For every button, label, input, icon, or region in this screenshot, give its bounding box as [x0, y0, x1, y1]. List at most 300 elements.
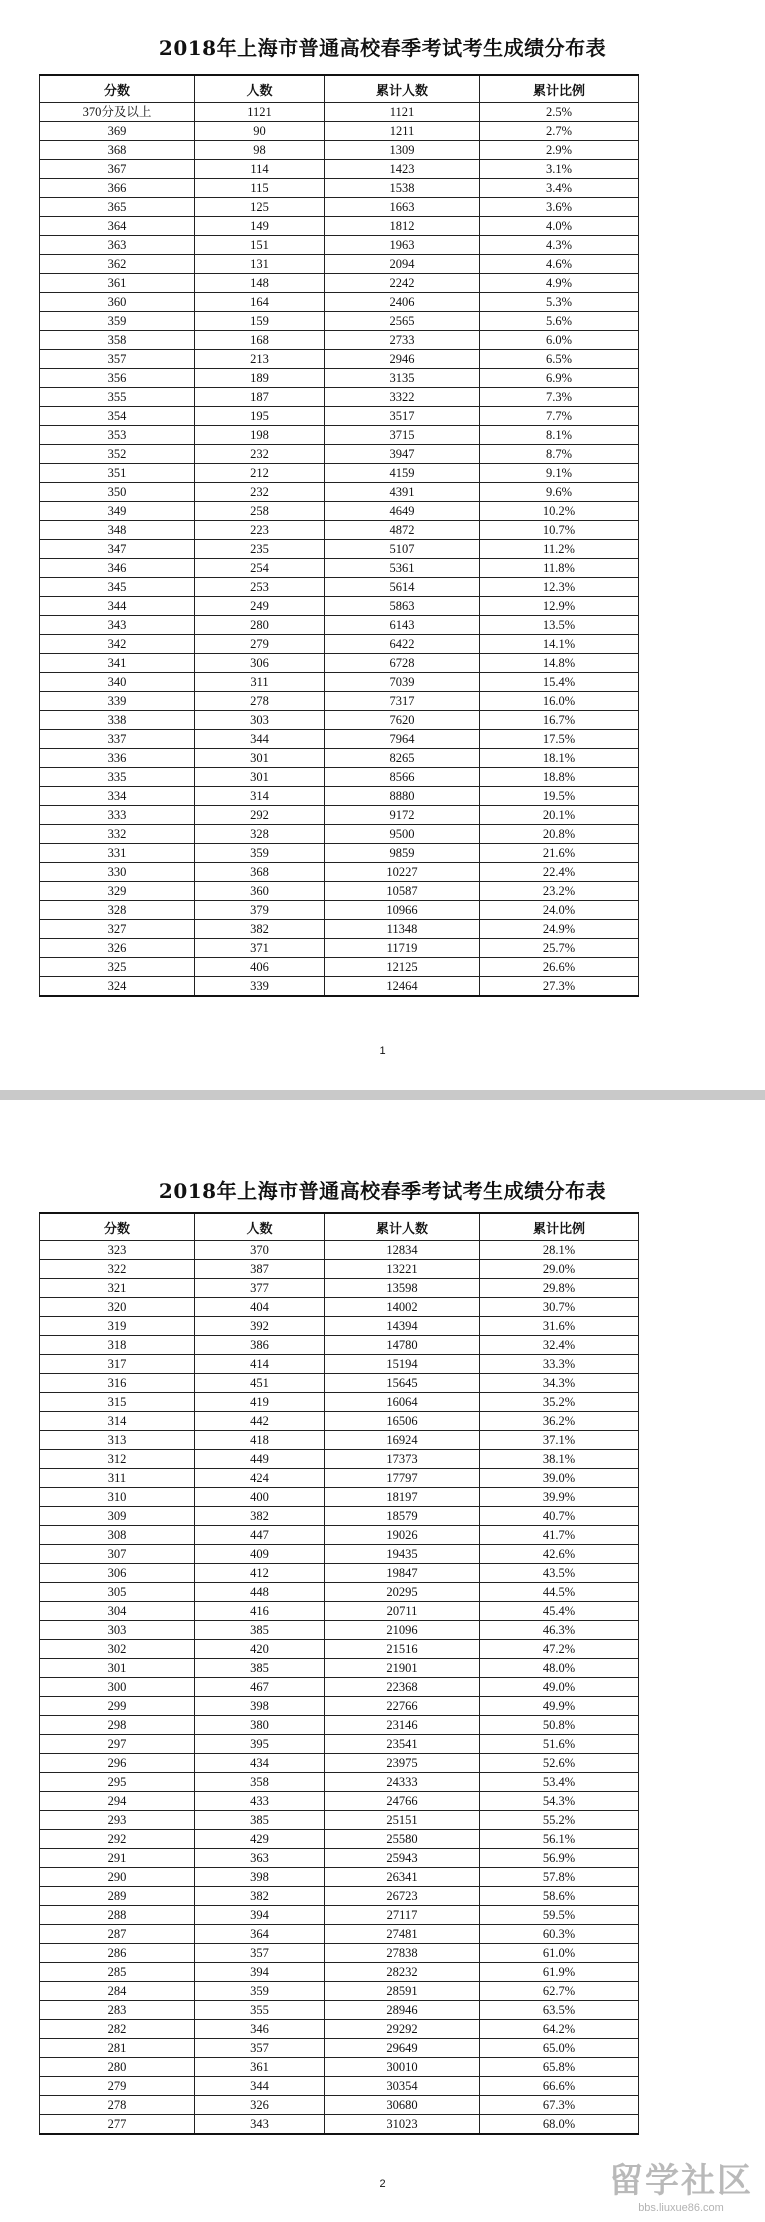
- cell-count: 414: [195, 1355, 325, 1374]
- cell-count: 416: [195, 1602, 325, 1621]
- cell-cumulative-percent: 24.0%: [480, 901, 639, 920]
- cell-cumulative-count: 21901: [325, 1659, 480, 1678]
- table-row: [40, 1241, 639, 1260]
- cell-cumulative-count: 23975: [325, 1754, 480, 1773]
- cell-cumulative-percent: 51.6%: [480, 1735, 639, 1754]
- table-row: [40, 122, 639, 141]
- cell-count: 114: [195, 160, 325, 179]
- cell-cumulative-percent: 6.0%: [480, 331, 639, 350]
- cell-cumulative-percent: 62.7%: [480, 1982, 639, 2001]
- table-row: [40, 1374, 639, 1393]
- table-row: [40, 160, 639, 179]
- table-row: [40, 1868, 639, 1887]
- cell-cumulative-count: 19847: [325, 1564, 480, 1583]
- cell-score: 308: [40, 1526, 195, 1545]
- cell-count: 253: [195, 578, 325, 597]
- cell-cumulative-count: 9500: [325, 825, 480, 844]
- table-row: [40, 806, 639, 825]
- table-row: [40, 1982, 639, 2001]
- cell-count: 433: [195, 1792, 325, 1811]
- table-row: [40, 198, 639, 217]
- table-row: [40, 1583, 639, 1602]
- cell-cumulative-percent: 65.8%: [480, 2058, 639, 2077]
- cell-count: 382: [195, 1887, 325, 1906]
- cell-cumulative-count: 2565: [325, 312, 480, 331]
- table-row: [40, 692, 639, 711]
- table-row: [40, 2001, 639, 2020]
- cell-cumulative-count: 17373: [325, 1450, 480, 1469]
- cell-score: 307: [40, 1545, 195, 1564]
- cell-cumulative-percent: 50.8%: [480, 1716, 639, 1735]
- cell-cumulative-percent: 2.7%: [480, 122, 639, 141]
- cell-cumulative-count: 25151: [325, 1811, 480, 1830]
- cell-score: 329: [40, 882, 195, 901]
- cell-cumulative-percent: 18.1%: [480, 749, 639, 768]
- cell-score: 310: [40, 1488, 195, 1507]
- cell-cumulative-count: 12125: [325, 958, 480, 977]
- cell-cumulative-percent: 28.1%: [480, 1241, 639, 1260]
- cell-count: 98: [195, 141, 325, 160]
- table-row: [40, 1412, 639, 1431]
- cell-score: 332: [40, 825, 195, 844]
- table-row: [40, 730, 639, 749]
- cell-count: 301: [195, 749, 325, 768]
- cell-score: 336: [40, 749, 195, 768]
- cell-cumulative-percent: 57.8%: [480, 1868, 639, 1887]
- table-row: [40, 540, 639, 559]
- cell-count: 451: [195, 1374, 325, 1393]
- cell-score: 297: [40, 1735, 195, 1754]
- table-row: [40, 939, 639, 958]
- cell-count: 189: [195, 369, 325, 388]
- cell-cumulative-count: 6728: [325, 654, 480, 673]
- cell-score: 306: [40, 1564, 195, 1583]
- cell-count: 385: [195, 1811, 325, 1830]
- table-row: [40, 141, 639, 160]
- table-row: [40, 635, 639, 654]
- cell-cumulative-percent: 13.5%: [480, 616, 639, 635]
- cell-cumulative-count: 8265: [325, 749, 480, 768]
- cell-cumulative-count: 24333: [325, 1773, 480, 1792]
- cell-cumulative-percent: 39.9%: [480, 1488, 639, 1507]
- cell-cumulative-count: 2946: [325, 350, 480, 369]
- cell-cumulative-count: 2733: [325, 331, 480, 350]
- cell-count: 1121: [195, 103, 325, 122]
- cell-cumulative-count: 16924: [325, 1431, 480, 1450]
- cell-cumulative-count: 3715: [325, 426, 480, 445]
- table-row: [40, 1545, 639, 1564]
- cell-score: 351: [40, 464, 195, 483]
- table-row: [40, 597, 639, 616]
- cell-score: 367: [40, 160, 195, 179]
- cell-score: 331: [40, 844, 195, 863]
- cell-score: 364: [40, 217, 195, 236]
- cell-cumulative-percent: 2.5%: [480, 103, 639, 122]
- cell-score: 296: [40, 1754, 195, 1773]
- cell-score: 287: [40, 1925, 195, 1944]
- cell-score: 317: [40, 1355, 195, 1374]
- page-title: 2018年上海市普通高校春季考试考生成绩分布表: [158, 1179, 607, 1203]
- cell-score: 342: [40, 635, 195, 654]
- cell-count: 357: [195, 2039, 325, 2058]
- cell-score: 347: [40, 540, 195, 559]
- cell-score: 335: [40, 768, 195, 787]
- cell-score: 300: [40, 1678, 195, 1697]
- table-row: [40, 331, 639, 350]
- table-row: [40, 1431, 639, 1450]
- cell-cumulative-count: 12834: [325, 1241, 480, 1260]
- table-row: [40, 1944, 639, 1963]
- cell-count: 386: [195, 1336, 325, 1355]
- cell-cumulative-count: 20295: [325, 1583, 480, 1602]
- cell-cumulative-percent: 8.1%: [480, 426, 639, 445]
- table-row: [40, 977, 639, 997]
- cell-score: 356: [40, 369, 195, 388]
- cell-cumulative-percent: 14.1%: [480, 635, 639, 654]
- cell-score: 304: [40, 1602, 195, 1621]
- cell-cumulative-percent: 55.2%: [480, 1811, 639, 1830]
- table-row: [40, 1507, 639, 1526]
- table-row: [40, 920, 639, 939]
- cell-count: 254: [195, 559, 325, 578]
- cell-cumulative-percent: 36.2%: [480, 1412, 639, 1431]
- cell-cumulative-count: 2242: [325, 274, 480, 293]
- table-row: [40, 274, 639, 293]
- cell-cumulative-percent: 59.5%: [480, 1906, 639, 1925]
- table-row: [40, 1526, 639, 1545]
- table-row: [40, 863, 639, 882]
- cell-cumulative-count: 28946: [325, 2001, 480, 2020]
- cell-cumulative-percent: 11.8%: [480, 559, 639, 578]
- table-row: [40, 1488, 639, 1507]
- cell-cumulative-percent: 5.3%: [480, 293, 639, 312]
- cell-cumulative-percent: 10.7%: [480, 521, 639, 540]
- cell-cumulative-percent: 41.7%: [480, 1526, 639, 1545]
- cell-count: 382: [195, 920, 325, 939]
- cell-cumulative-percent: 65.0%: [480, 2039, 639, 2058]
- cell-count: 419: [195, 1393, 325, 1412]
- table-row: [40, 1963, 639, 1982]
- cell-count: 395: [195, 1735, 325, 1754]
- table-row: [40, 711, 639, 730]
- table-row: [40, 2096, 639, 2115]
- cell-cumulative-count: 10966: [325, 901, 480, 920]
- cell-cumulative-count: 9859: [325, 844, 480, 863]
- cell-cumulative-count: 3517: [325, 407, 480, 426]
- cell-cumulative-count: 2094: [325, 255, 480, 274]
- cell-score: 295: [40, 1773, 195, 1792]
- cell-score: 312: [40, 1450, 195, 1469]
- table-row: [40, 768, 639, 787]
- cell-count: 380: [195, 1716, 325, 1735]
- cell-cumulative-count: 21516: [325, 1640, 480, 1659]
- cell-cumulative-count: 5863: [325, 597, 480, 616]
- cell-cumulative-count: 7620: [325, 711, 480, 730]
- cell-cumulative-count: 14002: [325, 1298, 480, 1317]
- cell-count: 385: [195, 1621, 325, 1640]
- cell-cumulative-count: 22368: [325, 1678, 480, 1697]
- cell-count: 339: [195, 977, 325, 997]
- table-row: [40, 1469, 639, 1488]
- cell-score: 341: [40, 654, 195, 673]
- cell-cumulative-count: 25943: [325, 1849, 480, 1868]
- table-row: [40, 217, 639, 236]
- cell-count: 355: [195, 2001, 325, 2020]
- table-row: [40, 1773, 639, 1792]
- table-row: [40, 825, 639, 844]
- cell-count: 213: [195, 350, 325, 369]
- cell-count: 306: [195, 654, 325, 673]
- cell-cumulative-count: 18579: [325, 1507, 480, 1526]
- table-row: [40, 1602, 639, 1621]
- cell-cumulative-percent: 4.6%: [480, 255, 639, 274]
- cell-count: 125: [195, 198, 325, 217]
- table-row: [40, 901, 639, 920]
- cell-cumulative-percent: 63.5%: [480, 2001, 639, 2020]
- table-header-row: [40, 1213, 639, 1241]
- cell-count: 326: [195, 2096, 325, 2115]
- table-row: [40, 958, 639, 977]
- cell-score: 279: [40, 2077, 195, 2096]
- cell-cumulative-percent: 33.3%: [480, 1355, 639, 1374]
- cell-cumulative-count: 4159: [325, 464, 480, 483]
- cell-cumulative-count: 21096: [325, 1621, 480, 1640]
- cell-count: 301: [195, 768, 325, 787]
- cell-score: 303: [40, 1621, 195, 1640]
- cell-cumulative-count: 23146: [325, 1716, 480, 1735]
- cell-score: 337: [40, 730, 195, 749]
- cell-count: 344: [195, 2077, 325, 2096]
- cell-count: 406: [195, 958, 325, 977]
- cell-count: 328: [195, 825, 325, 844]
- cell-count: 131: [195, 255, 325, 274]
- cell-score: 352: [40, 445, 195, 464]
- cell-cumulative-percent: 34.3%: [480, 1374, 639, 1393]
- cell-cumulative-count: 12464: [325, 977, 480, 997]
- cell-score: 353: [40, 426, 195, 445]
- cell-count: 467: [195, 1678, 325, 1697]
- table-row: [40, 1355, 639, 1374]
- cell-cumulative-percent: 45.4%: [480, 1602, 639, 1621]
- cell-score: 282: [40, 2020, 195, 2039]
- cell-cumulative-count: 14780: [325, 1336, 480, 1355]
- cell-cumulative-percent: 4.9%: [480, 274, 639, 293]
- page-number: 1: [379, 1045, 386, 1057]
- cell-count: 447: [195, 1526, 325, 1545]
- cell-cumulative-count: 7039: [325, 673, 480, 692]
- cell-score: 368: [40, 141, 195, 160]
- table-row: [40, 559, 639, 578]
- table-row: [40, 1830, 639, 1849]
- cell-cumulative-percent: 3.4%: [480, 179, 639, 198]
- header-count: 人数: [195, 75, 325, 103]
- cell-cumulative-count: 10227: [325, 863, 480, 882]
- cell-count: 404: [195, 1298, 325, 1317]
- cell-score: 298: [40, 1716, 195, 1735]
- table-row: [40, 369, 639, 388]
- cell-cumulative-percent: 39.0%: [480, 1469, 639, 1488]
- cell-cumulative-percent: 67.3%: [480, 2096, 639, 2115]
- cell-cumulative-count: 7317: [325, 692, 480, 711]
- cell-score: 293: [40, 1811, 195, 1830]
- cell-cumulative-count: 19026: [325, 1526, 480, 1545]
- cell-count: 398: [195, 1868, 325, 1887]
- cell-cumulative-count: 1423: [325, 160, 480, 179]
- table-row: [40, 502, 639, 521]
- table-row: [40, 521, 639, 540]
- header-score: 分数: [40, 1213, 195, 1241]
- cell-count: 442: [195, 1412, 325, 1431]
- cell-score: 294: [40, 1792, 195, 1811]
- table-row: [40, 407, 639, 426]
- cell-score: 311: [40, 1469, 195, 1488]
- cell-score: 348: [40, 521, 195, 540]
- cell-cumulative-count: 24766: [325, 1792, 480, 1811]
- cell-count: 232: [195, 483, 325, 502]
- cell-score: 370分及以上: [40, 103, 195, 122]
- cell-count: 311: [195, 673, 325, 692]
- cell-cumulative-count: 1663: [325, 198, 480, 217]
- cell-score: 344: [40, 597, 195, 616]
- cell-cumulative-percent: 38.1%: [480, 1450, 639, 1469]
- cell-cumulative-percent: 48.0%: [480, 1659, 639, 1678]
- cell-cumulative-percent: 15.4%: [480, 673, 639, 692]
- cell-count: 249: [195, 597, 325, 616]
- cell-score: 333: [40, 806, 195, 825]
- cell-cumulative-count: 13221: [325, 1260, 480, 1279]
- cell-score: 345: [40, 578, 195, 597]
- header-cumulative-percent: 累计比例: [480, 1213, 639, 1241]
- cell-cumulative-count: 19435: [325, 1545, 480, 1564]
- cell-score: 289: [40, 1887, 195, 1906]
- cell-count: 278: [195, 692, 325, 711]
- cell-cumulative-percent: 49.9%: [480, 1697, 639, 1716]
- cell-cumulative-percent: 14.8%: [480, 654, 639, 673]
- cell-cumulative-count: 30680: [325, 2096, 480, 2115]
- cell-count: 258: [195, 502, 325, 521]
- cell-cumulative-count: 1121: [325, 103, 480, 122]
- cell-cumulative-percent: 49.0%: [480, 1678, 639, 1697]
- cell-cumulative-percent: 35.2%: [480, 1393, 639, 1412]
- cell-count: 159: [195, 312, 325, 331]
- table-row: [40, 1317, 639, 1336]
- table-row: [40, 844, 639, 863]
- cell-score: 363: [40, 236, 195, 255]
- header-cumulative-percent: 累计比例: [480, 75, 639, 103]
- cell-cumulative-percent: 18.8%: [480, 768, 639, 787]
- cell-cumulative-count: 23541: [325, 1735, 480, 1754]
- cell-cumulative-percent: 66.6%: [480, 2077, 639, 2096]
- cell-score: 319: [40, 1317, 195, 1336]
- cell-score: 334: [40, 787, 195, 806]
- table-row: [40, 1925, 639, 1944]
- cell-count: 149: [195, 217, 325, 236]
- cell-cumulative-count: 4872: [325, 521, 480, 540]
- cell-score: 361: [40, 274, 195, 293]
- cell-count: 195: [195, 407, 325, 426]
- cell-cumulative-count: 4649: [325, 502, 480, 521]
- cell-cumulative-percent: 40.7%: [480, 1507, 639, 1526]
- cell-score: 315: [40, 1393, 195, 1412]
- cell-score: 358: [40, 331, 195, 350]
- cell-cumulative-percent: 27.3%: [480, 977, 639, 997]
- cell-score: 357: [40, 350, 195, 369]
- cell-count: 90: [195, 122, 325, 141]
- cell-cumulative-percent: 4.3%: [480, 236, 639, 255]
- table-row: [40, 654, 639, 673]
- cell-score: 313: [40, 1431, 195, 1450]
- cell-cumulative-percent: 47.2%: [480, 1640, 639, 1659]
- cell-cumulative-percent: 29.0%: [480, 1260, 639, 1279]
- cell-cumulative-percent: 20.1%: [480, 806, 639, 825]
- table-row: [40, 787, 639, 806]
- table-row: [40, 236, 639, 255]
- cell-cumulative-count: 26723: [325, 1887, 480, 1906]
- cell-score: 314: [40, 1412, 195, 1431]
- table-row: [40, 255, 639, 274]
- cell-cumulative-count: 10587: [325, 882, 480, 901]
- cell-cumulative-count: 1309: [325, 141, 480, 160]
- cell-cumulative-count: 28232: [325, 1963, 480, 1982]
- table-row: [40, 1716, 639, 1735]
- cell-count: 359: [195, 844, 325, 863]
- cell-cumulative-percent: 19.5%: [480, 787, 639, 806]
- cell-score: 299: [40, 1697, 195, 1716]
- cell-score: 290: [40, 1868, 195, 1887]
- cell-cumulative-percent: 3.6%: [480, 198, 639, 217]
- cell-cumulative-count: 11348: [325, 920, 480, 939]
- cell-cumulative-count: 27481: [325, 1925, 480, 1944]
- cell-count: 280: [195, 616, 325, 635]
- cell-count: 392: [195, 1317, 325, 1336]
- table-row: [40, 1811, 639, 1830]
- cell-cumulative-count: 30010: [325, 2058, 480, 2077]
- table-row: [40, 2077, 639, 2096]
- cell-count: 394: [195, 1963, 325, 1982]
- cell-score: 302: [40, 1640, 195, 1659]
- cell-count: 368: [195, 863, 325, 882]
- table-row: [40, 2039, 639, 2058]
- cell-count: 385: [195, 1659, 325, 1678]
- table-row: [40, 483, 639, 502]
- table-row: [40, 2058, 639, 2077]
- cell-cumulative-percent: 21.6%: [480, 844, 639, 863]
- cell-count: 448: [195, 1583, 325, 1602]
- cell-score: 338: [40, 711, 195, 730]
- cell-count: 360: [195, 882, 325, 901]
- cell-cumulative-percent: 24.9%: [480, 920, 639, 939]
- cell-cumulative-percent: 42.6%: [480, 1545, 639, 1564]
- cell-score: 354: [40, 407, 195, 426]
- cell-cumulative-count: 5361: [325, 559, 480, 578]
- cell-count: 371: [195, 939, 325, 958]
- cell-score: 365: [40, 198, 195, 217]
- cell-score: 360: [40, 293, 195, 312]
- cell-cumulative-count: 1538: [325, 179, 480, 198]
- table-row: [40, 1678, 639, 1697]
- cell-cumulative-count: 25580: [325, 1830, 480, 1849]
- cell-cumulative-percent: 58.6%: [480, 1887, 639, 1906]
- cell-cumulative-count: 28591: [325, 1982, 480, 2001]
- header-cumulative-count: 累计人数: [325, 75, 480, 103]
- table-row: [40, 350, 639, 369]
- cell-cumulative-percent: 54.3%: [480, 1792, 639, 1811]
- cell-count: 212: [195, 464, 325, 483]
- cell-cumulative-percent: 16.7%: [480, 711, 639, 730]
- cell-cumulative-count: 11719: [325, 939, 480, 958]
- page-number: 2: [379, 2178, 386, 2190]
- cell-score: 326: [40, 939, 195, 958]
